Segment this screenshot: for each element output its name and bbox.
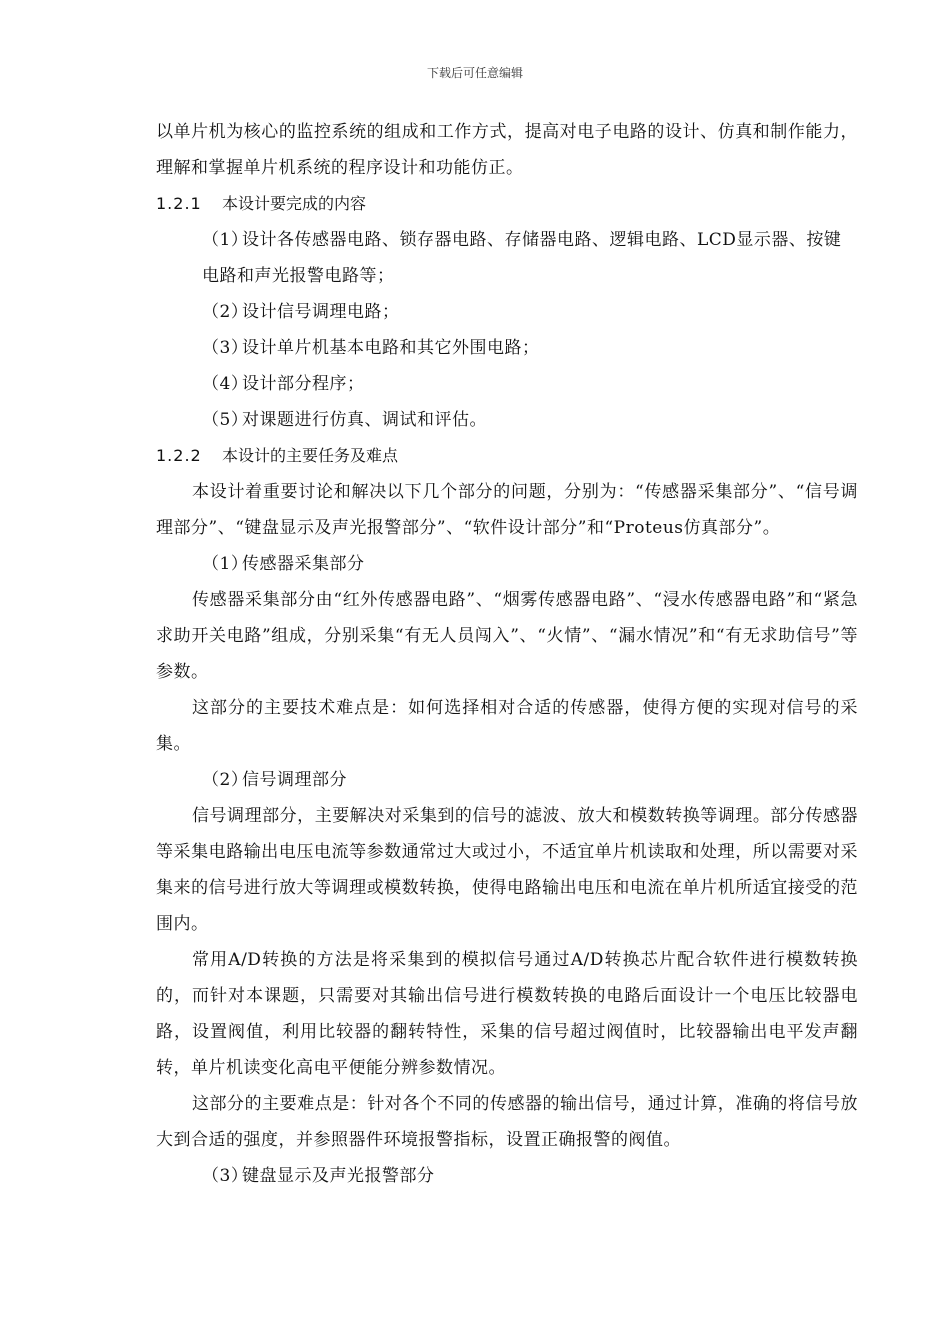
page-header: 下载后可任意编辑: [426, 66, 523, 80]
paragraph: 以单片机为核心的监控系统的组成和工作方式，提高对电子电路的设计、仿真和制作能力，理解和掌握单片机系统的程序设计和功能仿正。: [156, 122, 858, 178]
list-item: [156, 222, 858, 294]
paragraph: 这部分的主要难点是：针对各个不同的传感器的输出信号，通过计算，准确的将信号放大到合适的强度，并参照器件环境报警指标，设置正确报警的阀值。: [156, 1094, 858, 1150]
list-item: [156, 366, 858, 402]
list-number: （4）: [202, 374, 249, 394]
list-text: 设计部分程序；: [242, 374, 365, 394]
section-title: 本设计的主要任务及难点: [222, 446, 399, 465]
paragraph: 传感器采集部分由“红外传感器电路”、“烟雾传感器电路”、“浸水传感器电路”和“紧急求助开关电路”组成，分别采集“有无人员闯入”、“火情”、“漏水情况”和“有无求助信号”等参数。: [156, 590, 858, 682]
subsection-heading: [156, 1158, 858, 1194]
list-number: （2）: [202, 770, 249, 790]
list-text: 设计信号调理电路；: [242, 302, 400, 322]
subsection-heading: [156, 762, 858, 798]
list-text: 设计单片机基本电路和其它外围电路；: [242, 338, 540, 358]
list-text: 设计各传感器电路、锁存器电路、存储器电路、逻辑电路、LCD显示器、按键电路和声光报警电路等；: [202, 230, 842, 286]
paragraph: 这部分的主要技术难点是：如何选择相对合适的传感器，使得方便的实现对信号的采集。: [156, 698, 858, 754]
subsection-title: 键盘显示及声光报警部分: [242, 1166, 435, 1186]
section-number: 1.2.1: [156, 194, 202, 213]
list-number: （2）: [202, 302, 249, 322]
section-heading-1-2-2: [156, 438, 858, 474]
subsection-title: 传感器采集部分: [242, 554, 365, 574]
subsection-title: 信号调理部分: [242, 770, 347, 790]
document-body: [156, 114, 858, 1194]
paragraph: 常用A/D转换的方法是将采集到的模拟信号通过A/D转换芯片配合软件进行模数转换的，而针对本课题，只需要对其输出信号进行模数转换的电路后面设计一个电压比较器电路，设置阀值，利用比较器的翻转特性，采集的信号超过阀值时，比较器输出电平发声翻转，单片机读变化高电平便能分辨参数情况。: [156, 950, 858, 1078]
list-number: （3）: [202, 1166, 249, 1186]
section-heading-1-2-1: [156, 186, 858, 222]
list-number: （3）: [202, 338, 249, 358]
list-number: （5）: [202, 410, 249, 430]
list-item: [156, 294, 858, 330]
section-title: 本设计要完成的内容: [222, 194, 367, 213]
list-number: （1）: [202, 230, 249, 250]
list-text: 对课题进行仿真、调试和评估。: [242, 410, 487, 430]
list-item: [156, 402, 858, 438]
subsection-heading: [156, 546, 858, 582]
paragraph: 本设计着重要讨论和解决以下几个部分的问题，分别为：“传感器采集部分”、“信号调理部分”、“键盘显示及声光报警部分”、“软件设计部分”和“Proteus仿真部分”。: [156, 482, 858, 538]
paragraph: 信号调理部分，主要解决对采集到的信号的滤波、放大和模数转换等调理。部分传感器等采集电路输出电压电流等参数通常过大或过小，不适宜单片机读取和处理，所以需要对采集来的信号进行放大等调理或模数转换，使得电路输出电压和电流在单片机所适宜接受的范围内。: [156, 806, 858, 934]
section-number: 1.2.2: [156, 446, 202, 465]
list-item: [156, 330, 858, 366]
list-number: （1）: [202, 554, 249, 574]
